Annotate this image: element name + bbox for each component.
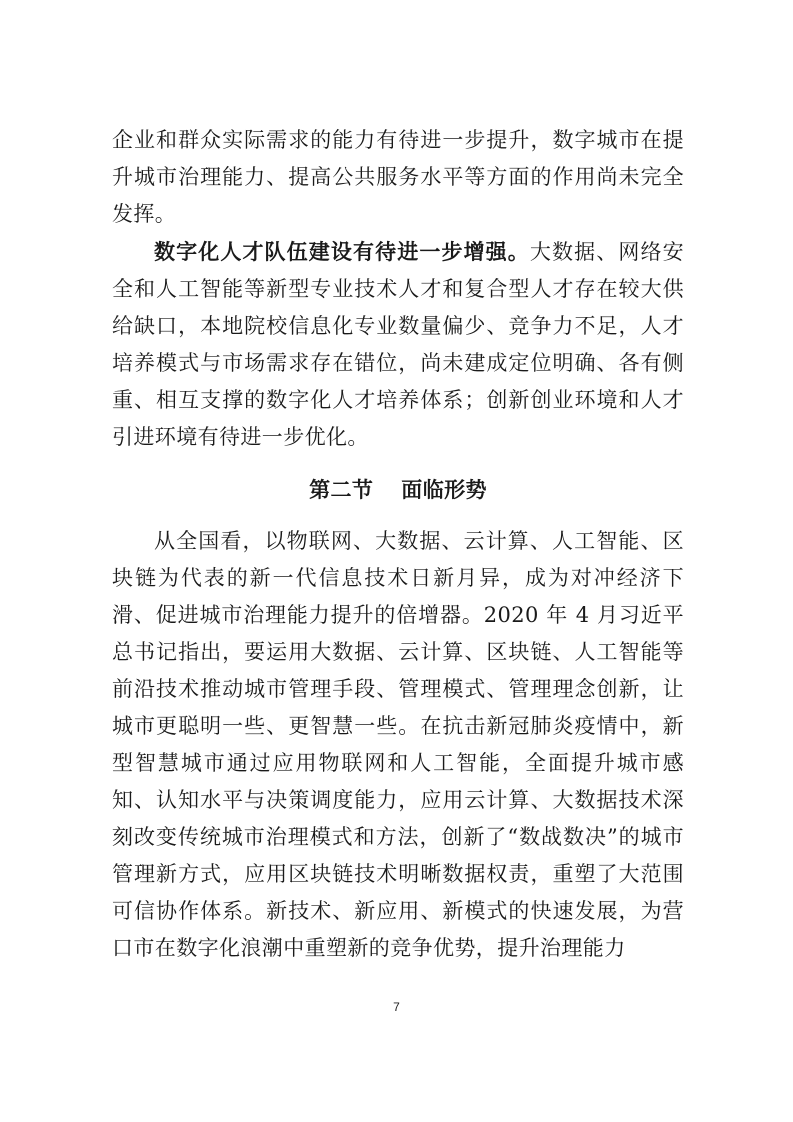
- section-number: 第二节: [309, 477, 374, 502]
- page-number: 7: [393, 1000, 400, 1014]
- page-content: [112, 122, 684, 967]
- paragraph-lead-bold: 数字化人才队伍建设有待进一步增强。: [154, 239, 530, 264]
- paragraph-national-situation: 从全国看，以物联网、大数据、云计算、人工智能、区块链为代表的新一代信息技术日新月异，成为对冲经济下滑、促进城市治理能力提升的倍增器。2020 年 4 月习近平总书记指出，要运用大数据、云计算、区块链、人工智能等前沿技术推动城市管理手段、管理模式、管理理念创新，让城市更聪明一些、更智慧一些。在抗击新冠肺炎疫情中，新型智慧城市通过应用物联网和人工智能，全面提升城市感知、认知水平与决策调度能力，应用云计算、大数据技术深刻改变传统城市治理模式和方法，创新了“数战数决”的城市管理新方式，应用区块链技术明晰数据权责，重塑了大范围可信协作体系。新技术、新应用、新模式的快速发展，为营口市在数字化浪潮中重塑新的竞争优势，提升治理能力: [112, 529, 684, 960]
- section-title: 面临形势: [401, 477, 487, 502]
- section-heading: [112, 456, 684, 523]
- paragraph-continuation: 企业和群众实际需求的能力有待进一步提升，数字城市在提升城市治理能力、提高公共服务水平等方面的作用尚未完全发挥。: [112, 128, 684, 226]
- paragraph-talent: [112, 233, 684, 456]
- paragraph-body: 大数据、网络安全和人工智能等新型专业技术人才和复合型人才存在较大供给缺口，本地院校信息化专业数量偏少、竞争力不足，人才培养模式与市场需求存在错位，尚未建成定位明确、各有侧重、相互支撑的数字化人才培养体系；创新创业环境和人才引进环境有待进一步优化。: [112, 240, 684, 449]
